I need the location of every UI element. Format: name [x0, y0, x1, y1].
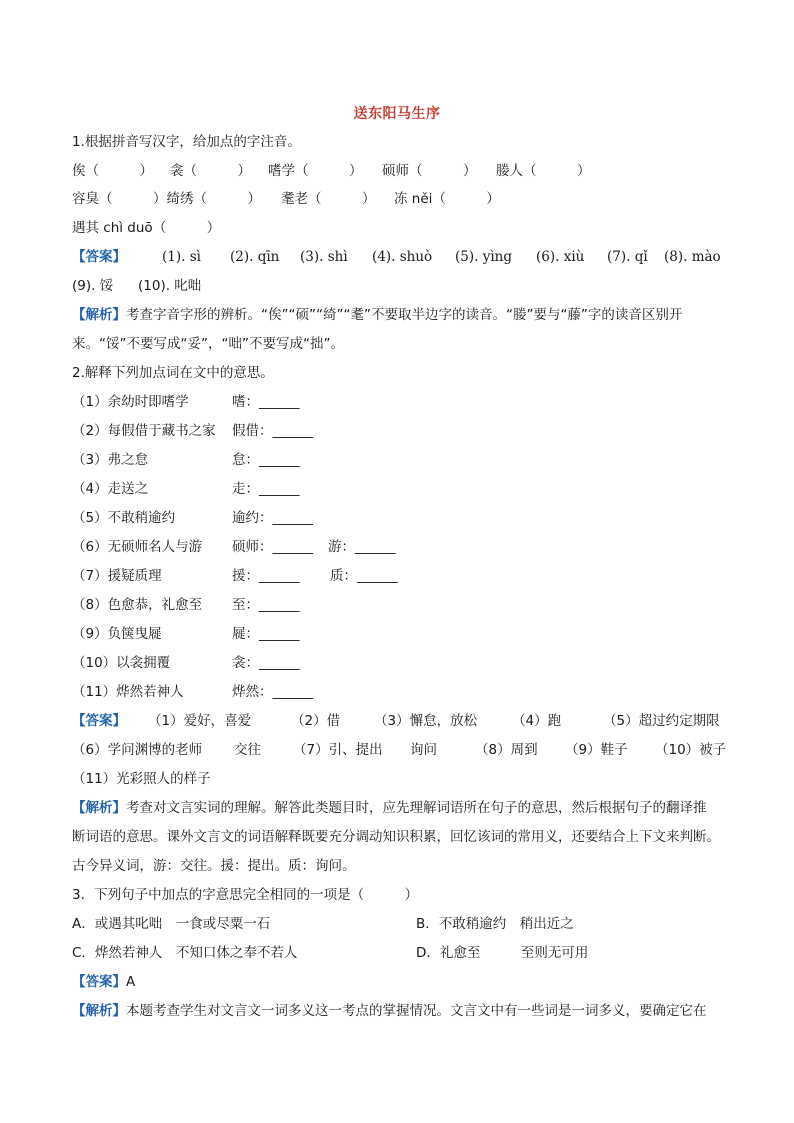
q1-answer: (1). sì — [162, 249, 201, 265]
q2-answer: 交往 — [234, 742, 261, 758]
q1-answer: (3). shì — [300, 249, 348, 265]
q2-item-blank: 援：______ — [232, 568, 300, 584]
q3-option-a: A．或遇其叱咄 一食或尽粟一石 — [72, 916, 271, 932]
q2-answer: （4）跑 — [512, 713, 562, 729]
q2-answer: （8）周到 — [475, 742, 538, 758]
answer-tag: 【答案】 — [72, 249, 126, 265]
q2-item-sentence: （6）无硕师名人与游 — [72, 539, 203, 555]
q3-analysis-text: 本题考查学生对文言文一词多义这一考点的掌握情况。文言文中有一些词是一词多义，要确定它在 — [126, 1003, 707, 1019]
q2-item-blank: 衾：______ — [232, 655, 300, 671]
q2-item-sentence: （3）弗之怠 — [72, 452, 149, 468]
q1-answer: (5). yìng — [455, 249, 512, 265]
q1-answer: (9). 馁 — [72, 278, 114, 294]
q2-answer: （9）鞋子 — [565, 742, 628, 758]
q1-answer: (4). shuò — [372, 249, 433, 265]
q1-answer: (7). qǐ — [607, 249, 648, 265]
q2-item-sentence: （11）烨然若神人 — [72, 684, 184, 700]
q1-analysis-line — [72, 306, 682, 324]
q2-answer: （10）被子 — [655, 742, 727, 758]
q1-row1-item: 嗜学（ ） — [268, 163, 363, 179]
q2-item-blank: 嗜：______ — [232, 394, 300, 410]
q2-analysis-text: 古今异义词，游：交往。援：提出。质：询问。 — [72, 858, 356, 874]
q2-item-blank: 逾约：______ — [232, 510, 313, 526]
q2-item-sentence: （8）色愈恭，礼愈至 — [72, 597, 203, 613]
q2-item-sentence: （9）负箧曳屣 — [72, 626, 162, 642]
q1-analysis-text: 考查字音字形的辨析。“俟”“硕”“绮”“耄”不要取半边字的读音。“媵”要与“藤”字的读音区别开 — [126, 307, 683, 323]
q2-answer: （11）光彩照人的样子 — [72, 771, 211, 787]
q2-answer: （5）超过约定期限 — [603, 713, 720, 729]
q3-option-d: D．礼愈至 至则无可用 — [416, 945, 589, 961]
q1-row1-item: 衾（ ） — [170, 163, 251, 179]
q2-item-blank: 烨然：______ — [232, 684, 313, 700]
q3-answer-line — [72, 973, 135, 991]
document-title: 送东阳马生序 — [353, 106, 441, 122]
q2-analysis-text: 断词语的意思。课外文言文的词语解释既要充分调动知识积累，回忆该词的常用义，还要结合上下文来判断。 — [72, 829, 720, 845]
q1-row1-item: 俟（ ） — [72, 163, 153, 179]
q1-answer: (10). 叱咄 — [138, 278, 202, 294]
q2-item-blank: 质：______ — [330, 568, 398, 584]
q1-answer: (2). qīn — [230, 249, 280, 265]
q2-answer: 询问 — [410, 742, 437, 758]
q2-item-blank: 至：______ — [232, 597, 300, 613]
q2-answer: （3）懈怠，放松 — [374, 713, 478, 729]
q1-answer: (6). xiù — [536, 249, 585, 265]
q2-analysis-text: 考查对文言实词的理解。解答此类题目时，应先理解词语所在句子的意思，然后根据句子的翻译推 — [126, 800, 707, 816]
q2-item-sentence: （7）援疑质理 — [72, 568, 162, 584]
q2-item-sentence: （10）以衾拥覆 — [72, 655, 171, 671]
q1-row2-item: 容臭（ ）绮绣（ ） — [72, 191, 261, 207]
analysis-tag: 【解析】 — [72, 1003, 126, 1019]
q2-prompt: 2.解释下列加点词在文中的意思。 — [72, 365, 274, 381]
q2-item-blank: 假借：______ — [232, 423, 313, 439]
q1-row1-item: 媵人（ ） — [496, 163, 591, 179]
q1-row2-item: 冻 něi（ ） — [394, 191, 500, 207]
q1-prompt: 1.根据拼音写汉字，给加点的字注音。 — [72, 134, 301, 150]
q3-answer: A — [126, 974, 136, 990]
q2-item-blank: 游：______ — [328, 539, 396, 555]
q3-option-b: B．不敢稍逾约 稍出近之 — [416, 916, 574, 932]
q2-item-blank: 屣：______ — [232, 626, 300, 642]
q3-prompt: 3．下列句子中加点的字意思完全相同的一项是（ ） — [72, 887, 419, 903]
q2-answer: （2）借 — [291, 713, 341, 729]
analysis-tag: 【解析】 — [72, 307, 126, 323]
q1-answer: (8). mào — [664, 249, 721, 265]
q2-answer: （6）学问渊博的老师 — [72, 742, 203, 758]
q2-answer: （1）爱好，喜爱 — [148, 713, 252, 729]
q2-item-sentence: （5）不敢稍逾约 — [72, 510, 176, 526]
q2-answer: （7）引、提出 — [293, 742, 383, 758]
q2-item-sentence: （2）每假借于藏书之家 — [72, 423, 216, 439]
q3-analysis-line — [72, 1002, 707, 1020]
answer-tag: 【答案】 — [72, 974, 126, 990]
q2-item-sentence: （1）余幼时即嗜学 — [72, 394, 189, 410]
q1-analysis-text: 来。“馁”不要写成“妥”，“咄”不要写成“拙”。 — [72, 336, 344, 352]
analysis-tag: 【解析】 — [72, 800, 126, 816]
q2-analysis-line — [72, 799, 707, 817]
answer-tag: 【答案】 — [72, 713, 126, 729]
q2-item-blank: 硕师：______ — [232, 539, 313, 555]
q1-row3: 遇其 chì duō（ ） — [72, 220, 221, 236]
q3-option-c: C．烨然若神人 不知口体之奉不若人 — [72, 945, 298, 961]
q2-item-blank: 怠：______ — [232, 452, 300, 468]
q1-row2-item: 耄老（ ） — [281, 191, 376, 207]
q2-item-sentence: （4）走送之 — [72, 481, 149, 497]
q1-row1-item: 硕师（ ） — [382, 163, 477, 179]
q2-item-blank: 走：______ — [232, 481, 300, 497]
